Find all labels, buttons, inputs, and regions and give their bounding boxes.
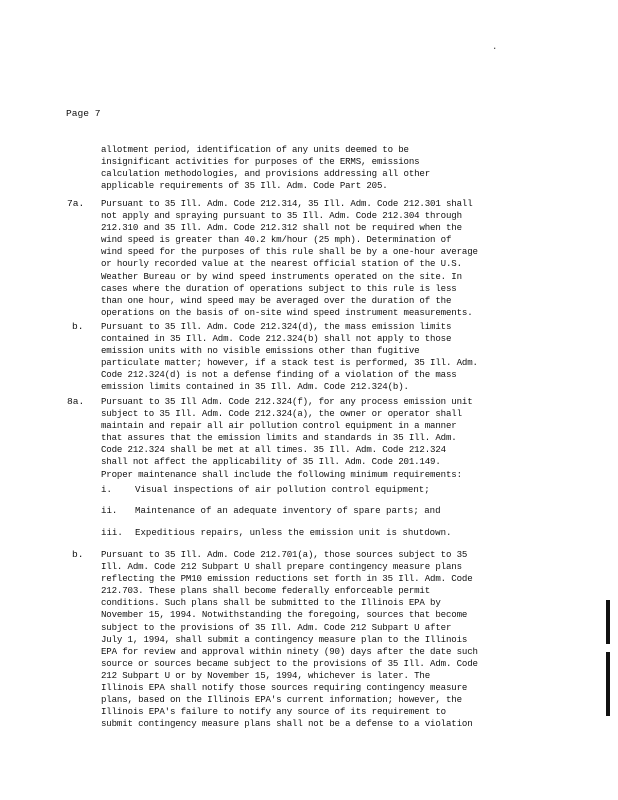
section-7a-text: Pursuant to 35 Ill. Adm. Code 212.314, 35 Ill. Adm. Code 212.301 shall not apply and spraying pursuant to 35 Ill. Adm. Code 212.304 through 212.310 and 35 Ill. Adm. Code 212.312 shall not be required when the wind speed is greater than 40.2 km/hour (25 mph). Determination of wind speed for the purposes of this rule shall be by a one-hour average or hourly recorded value at the nearest official station of the U.S. Weather Bureau or by wind speed instruments operated on the site. In cases where the duration of operations subject to this rule is less than one hour, wind speed may be averaged over the duration of the operations on the basis of on-site wind speed instrument measurements. [101, 198, 478, 318]
scan-edge-mark [606, 600, 610, 644]
section-label-8a: 8a. [67, 396, 85, 407]
section-8a-text: Pursuant to 35 Ill Adm. Code 212.324(f), for any process emission unit subject to 35 Ill. Adm. Code 212.324(a), the owner or operator shall maintain and repair all air pollution control equipment in a manner that assures that the emission limits and standards in 35 Ill. Adm. Code 212.324 shall be met at all times. 35 Ill. Adm. Code 212.324 shall not affect the applicability of 35 Ill. Adm. Code 201.149. Proper maintenance shall include the following minimum requirements: [101, 396, 473, 480]
list-item-label-ii: ii. [101, 505, 118, 516]
section-label-8b: b. [72, 549, 84, 560]
list-item-text-i: Visual inspections of air pollution control equipment; [135, 484, 430, 495]
list-item-label-iii: iii. [101, 527, 123, 538]
intro-paragraph: allotment period, identification of any units deemed to be insignificant activities for purposes of the ERMS, emissions calculation methodologies, and provisions addressing all other applicable requirements of 35 Ill. Adm. Code Part 205. [101, 144, 431, 192]
section-label-7b: b. [72, 321, 84, 332]
page-number: Page 7 [66, 108, 101, 119]
corner-mark: · [492, 44, 498, 54]
section-8b-text: Pursuant to 35 Ill. Adm. Code 212.701(a), those sources subject to 35 Ill. Adm. Code 212 Subpart U shall prepare contingency measure plans reflecting the PM10 emission reductions set forth in 35 Ill. Adm. Code 212.703. These plans shall become federally enforceable permit conditions. Such plans shall be submitted to the Illinois EPA by November 15, 1994. Notwithstanding the foregoing, sources that become subject to the provisions of 35 Ill. Adm. Code 212 Subpart U after July 1, 1994, shall submit a contingency measure plan to the Illinois EPA for review and approval within ninety (90) days after the date such source or sources became subject to the provisions of 35 Ill. Adm. Code 212 Subpart U or by November 15, 1994, whichever is later. The Illinois EPA shall notify those sources requiring contingency measure plans, based on the Illinois EPA's current information; however, the Illinois EPA's failure to notify any source of its requirement to submit contingency measure plans shall not be a defense to a violation [101, 549, 478, 730]
list-item-label-i: i. [101, 484, 112, 495]
section-7b-text: Pursuant to 35 Ill. Adm. Code 212.324(d), the mass emission limits contained in 35 Ill. Adm. Code 212.324(b) shall not apply to those emission units with no visible emissions other than fugitive particulate matter; however, if a stack test is performed, 35 Ill. Adm. Code 212.324(d) is not a defense finding of a violation of the mass emission limits contained in 35 Ill. Adm. Code 212.324(b). [101, 321, 478, 393]
list-item-text-iii: Expeditious repairs, unless the emission unit is shutdown. [135, 527, 452, 538]
list-item-text-ii: Maintenance of an adequate inventory of spare parts; and [135, 505, 441, 516]
scan-edge-mark [606, 652, 610, 716]
section-label-7a: 7a. [67, 198, 85, 209]
